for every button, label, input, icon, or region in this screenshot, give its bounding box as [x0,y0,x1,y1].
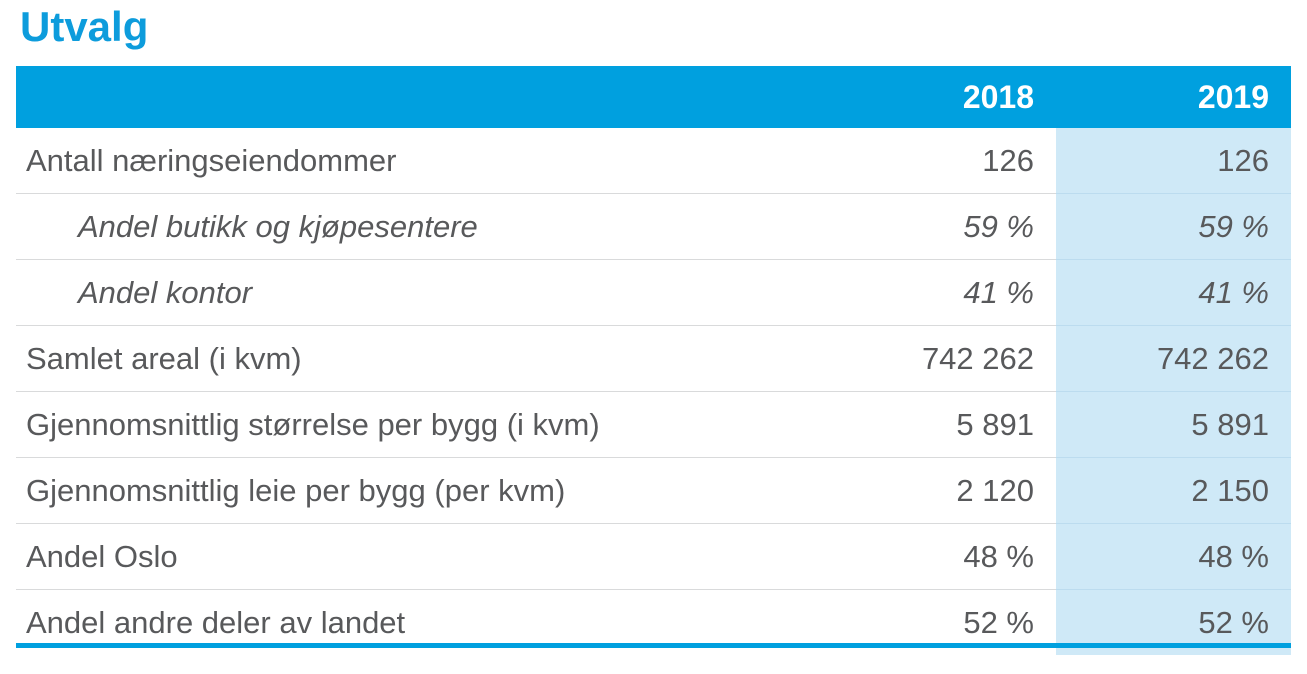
utvalg-table [16,66,1291,655]
row-value-2018: 126 [821,128,1056,194]
row-label: Gjennomsnittlig leie per bygg (per kvm) [16,458,821,524]
row-value-2019: 2 150 [1056,458,1291,524]
row-label: Gjennomsnittlig størrelse per bygg (i kvm) [16,392,821,458]
row-value-2019: 742 262 [1056,326,1291,392]
table-row [16,392,1291,458]
row-label: Andel Oslo [16,524,821,590]
row-value-2019: 48 % [1056,524,1291,590]
row-label: Andel kontor [16,260,821,326]
row-value-2018: 59 % [821,194,1056,260]
table-row [16,128,1291,194]
row-value-2018: 742 262 [821,326,1056,392]
table-bottom-rule [16,643,1291,648]
row-value-2019: 59 % [1056,194,1291,260]
table-row [16,260,1291,326]
table-row [16,524,1291,590]
row-value-2018: 5 891 [821,392,1056,458]
row-value-2018: 52 % [963,604,1034,640]
row-label: Antall næringseiendommer [16,128,821,194]
row-label: Samlet areal (i kvm) [16,326,821,392]
page-title: Utvalg [20,3,149,50]
row-value-2019: 5 891 [1056,392,1291,458]
row-label: Andel butikk og kjøpesentere [16,194,821,260]
column-header-label [16,66,821,128]
column-header-2019: 2019 [1056,66,1291,128]
table-row [16,458,1291,524]
table-row [16,194,1291,260]
table-body [16,128,1291,655]
row-label: Andel andre deler av landet [26,604,406,640]
row-value-2018: 2 120 [821,458,1056,524]
row-value-2018: 41 % [821,260,1056,326]
row-value-2019: 52 % [1056,590,1291,656]
row-value-2018: 48 % [821,524,1056,590]
column-header-2018: 2018 [821,66,1056,128]
table-row [16,326,1291,392]
table-header [16,66,1291,128]
row-value-2019: 126 [1056,128,1291,194]
table-header-row [16,66,1291,128]
row-value-2019: 41 % [1056,260,1291,326]
